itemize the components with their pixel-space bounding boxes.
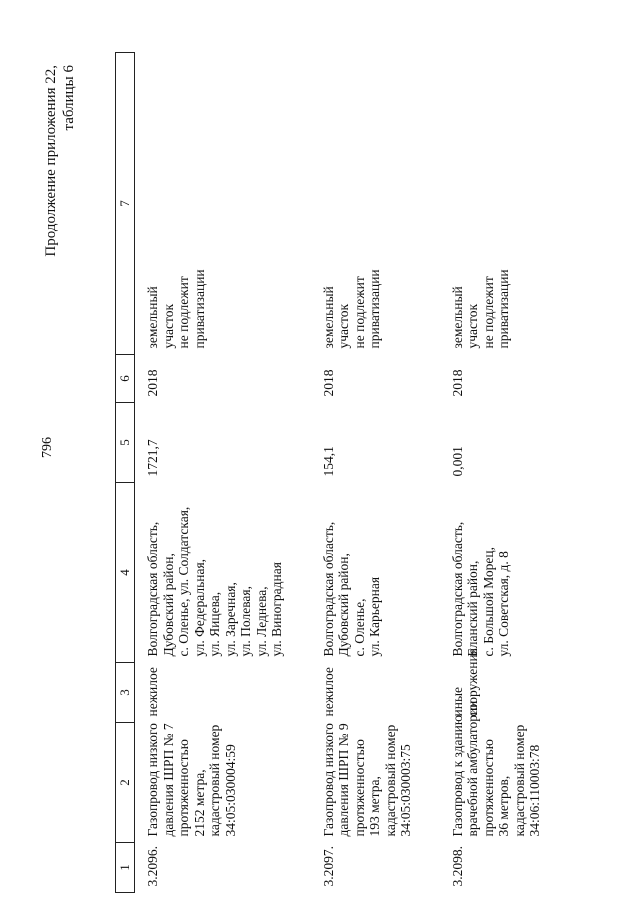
cell-note	[440, 53, 569, 355]
cell-address-line: ул. Карьерная	[367, 576, 382, 657]
cell-object-name-line: кадастровый номер	[382, 724, 398, 837]
table-row	[311, 53, 440, 893]
cell-object-name	[135, 723, 311, 843]
cell-number: 3.2097.	[320, 846, 336, 887]
continuation-line-1: Продолжение приложения 22,	[43, 65, 59, 257]
cell-object-type	[311, 663, 440, 723]
cell-year: 2018	[145, 369, 160, 397]
cell-note-line: участок	[465, 303, 480, 349]
cell-note-line: земельный	[449, 286, 465, 349]
table-row	[440, 53, 569, 893]
cell-object-name-line: Газопровод к зданию	[449, 715, 465, 837]
column-header: 1	[116, 843, 135, 893]
cell-object-name-line: протяженностью	[351, 739, 367, 837]
cell-note-line: не подлежит	[176, 276, 191, 349]
cell-object-name-line: 34:05:030004:59	[222, 744, 238, 837]
page-number: 796	[40, 437, 55, 458]
cell-object-name-line: давления ШРП № 9	[336, 723, 351, 837]
cell-object-name-line: 34:05:030003:75	[398, 744, 413, 837]
cell-object-name-line: 34:06:110003:78	[527, 744, 542, 837]
cell-note-line: приватизации	[191, 269, 207, 349]
continuation-line-2: таблицы 6	[61, 65, 77, 131]
cell-object-type-line: иные	[449, 686, 465, 717]
cell-object-type-line: нежилое	[320, 667, 336, 717]
cell-value: 0,001	[449, 446, 465, 477]
cell-address	[440, 483, 569, 663]
cell-object-name-line: 193 метра,	[367, 776, 382, 837]
cell-object-name-line: протяженностью	[176, 739, 191, 837]
table-row	[135, 53, 311, 893]
cell-address-line: Волгоградская область,	[449, 521, 465, 657]
cell-note	[135, 53, 311, 355]
cell-address-line: с. Оленье, ул. Солдатская,	[176, 506, 191, 657]
cell-address	[135, 483, 311, 663]
cell-note-line: не подлежит	[351, 276, 367, 349]
column-header: 4	[116, 483, 135, 663]
cell-object-type	[440, 648, 569, 723]
cell-note-line: земельный	[320, 286, 336, 349]
column-header: 5	[116, 403, 135, 483]
cell-note-line: приватизации	[496, 269, 511, 349]
cell-object-name-line: кадастровый номер	[207, 724, 222, 837]
cell-note	[311, 53, 440, 355]
cell-address-line: с. Оленье,	[351, 598, 367, 657]
continuation-heading	[42, 65, 78, 325]
cell-address-line: Волгоградская область,	[145, 521, 160, 657]
cell-address-line: ул. Яицева,	[207, 591, 222, 657]
table-body	[135, 53, 569, 893]
cell-year: 2018	[449, 369, 465, 397]
cell-address-line: Дубовский район,	[160, 553, 176, 657]
cell-object-name	[311, 723, 440, 843]
cell-object-type-line: сооружения	[465, 648, 480, 717]
cell-address-line: ул. Заречная,	[222, 582, 238, 657]
appendix-table	[115, 52, 569, 893]
cell-year: 2018	[320, 369, 336, 397]
cell-address-line: ул. Федеральная,	[191, 558, 207, 657]
cell-object-name-line: Газопровод низкого	[145, 723, 160, 837]
cell-address-line: ул. Виноградная	[269, 562, 284, 657]
column-header: 2	[116, 723, 135, 843]
cell-number: 3.2098.	[449, 846, 465, 887]
cell-value: 1721,7	[145, 439, 160, 477]
cell-address-line: Дубовский район,	[336, 553, 351, 657]
cell-object-name-line: врачебной амбулатории	[465, 700, 480, 837]
column-header: 3	[116, 663, 135, 723]
cell-address-line: ул. Полевая,	[238, 586, 253, 657]
cell-number: 3.2096.	[145, 846, 160, 887]
cell-note-line: участок	[160, 303, 176, 349]
cell-object-name-line: 36 метров,	[496, 775, 511, 837]
cell-object-type	[135, 663, 311, 723]
cell-address-line: Еланский район,	[465, 560, 480, 657]
cell-address-line: ул. Советская, д. 8	[496, 551, 511, 657]
cell-object-name-line: протяженностью	[480, 739, 496, 837]
cell-note-line: участок	[336, 303, 351, 349]
cell-note-line: земельный	[145, 286, 160, 349]
column-header: 6	[116, 355, 135, 403]
cell-address-line: с. Большой Морец,	[480, 547, 496, 657]
cell-address-line: ул. Леднева,	[253, 586, 269, 657]
cell-object-type-line: нежилое	[145, 667, 160, 717]
cell-address-line: Волгоградская область,	[320, 521, 336, 657]
column-header: 7	[116, 53, 135, 355]
cell-value: 154,1	[320, 446, 336, 477]
cell-note-line: не подлежит	[480, 276, 496, 349]
cell-object-name-line: Газопровод низкого	[320, 723, 336, 837]
cell-address	[311, 483, 440, 663]
cell-object-name-line: 2152 метра,	[191, 769, 207, 837]
cell-note-line: приватизации	[367, 269, 382, 349]
cell-object-name-line: давления ШРП № 7	[160, 723, 176, 837]
table-header-row	[116, 53, 135, 893]
cell-object-name-line: кадастровый номер	[511, 724, 527, 837]
